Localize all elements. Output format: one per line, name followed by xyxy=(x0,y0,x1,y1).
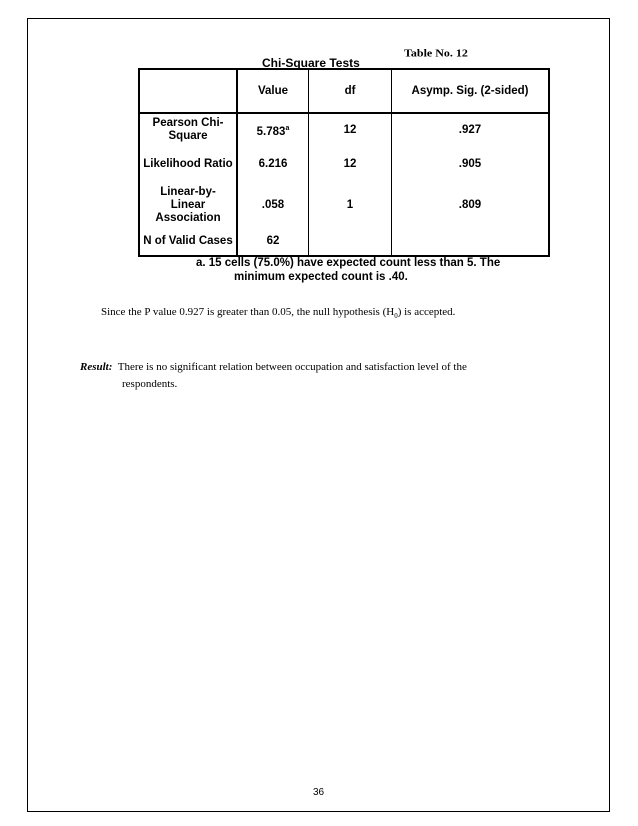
value-footnote-mark: a xyxy=(285,124,290,132)
table-row xyxy=(139,228,549,256)
value-text: 5.783 xyxy=(256,125,286,138)
row-df: 1 xyxy=(309,182,392,228)
result-label: Result: xyxy=(80,361,113,373)
paragraph-text-post: ) is accepted. xyxy=(397,306,456,318)
row-sig: .905 xyxy=(392,146,550,182)
row-value: .058 xyxy=(237,182,309,228)
paragraph-subscript: 0 xyxy=(394,312,398,321)
row-df: 12 xyxy=(309,113,392,146)
row-value xyxy=(237,113,309,146)
table-title: Chi-Square Tests xyxy=(262,56,360,70)
table-row xyxy=(139,182,549,228)
row-sig xyxy=(392,228,550,256)
header-cell-sig: Asymp. Sig. (2-sided) xyxy=(392,69,550,113)
hypothesis-paragraph xyxy=(101,306,455,320)
row-label: Likelihood Ratio xyxy=(139,146,237,182)
header-cell-df: df xyxy=(309,69,392,113)
header-cell-empty xyxy=(139,69,237,113)
result-line-1: There is no significant relation between occupation and satisfaction level of the xyxy=(117,361,467,373)
row-label: N of Valid Cases xyxy=(139,228,237,256)
row-df: 12 xyxy=(309,146,392,182)
header-cell-value: Value xyxy=(237,69,309,113)
paragraph-text-pre: Since the P value 0.927 is greater than 0.05, the null hypothesis (H xyxy=(101,306,395,318)
table-footnote xyxy=(196,256,526,284)
chi-square-table xyxy=(138,68,550,257)
page-number: 36 xyxy=(313,787,325,798)
table-caption: Table No. 12 xyxy=(404,46,468,60)
row-sig: .809 xyxy=(392,182,550,228)
table-header-row xyxy=(139,69,549,113)
row-df xyxy=(309,228,392,256)
footnote-line-2: minimum expected count is .40. xyxy=(234,271,408,283)
footnote-line-1: a. 15 cells (75.0%) have expected count less than 5. The xyxy=(196,257,501,269)
table-row xyxy=(139,146,549,182)
row-value: 62 xyxy=(237,228,309,256)
row-value: 6.216 xyxy=(237,146,309,182)
result-line-2: respondents. xyxy=(122,378,178,390)
row-label: Linear-by-Linear Association xyxy=(139,182,237,228)
result-paragraph xyxy=(80,359,540,393)
row-label: Pearson Chi-Square xyxy=(139,113,237,146)
table-row xyxy=(139,113,549,146)
row-sig: .927 xyxy=(392,113,550,146)
